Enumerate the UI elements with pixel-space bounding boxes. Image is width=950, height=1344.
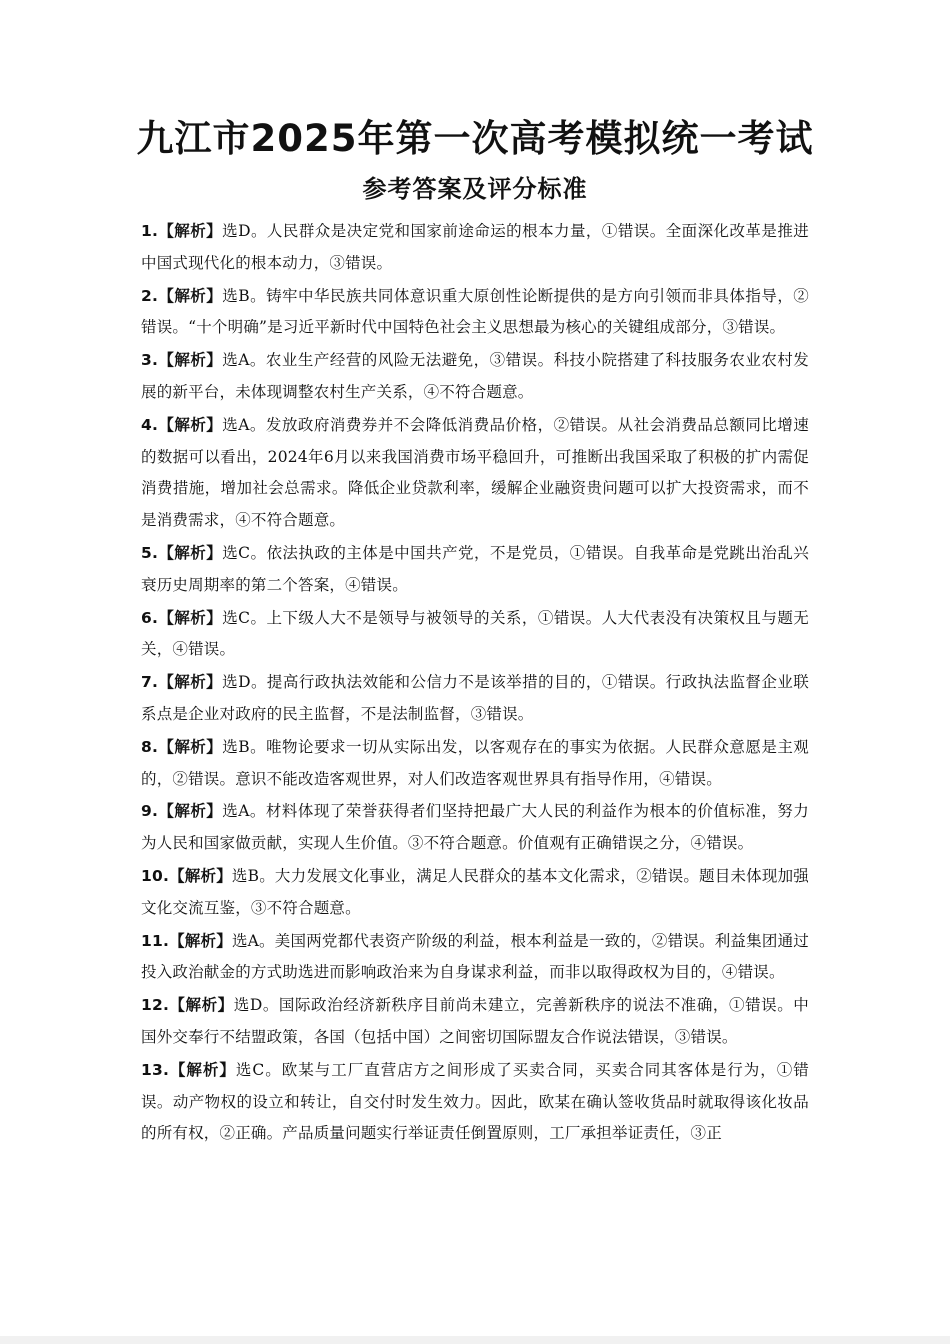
answer-number: 2. <box>141 286 159 305</box>
answer-text: 选D。提高行政执法效能和公信力不是该举措的目的，①错误。行政执法监督企业联系点是企业对政府的民主监督，不是法制监督，③错误。 <box>141 673 809 723</box>
answer-item-1 <box>141 215 809 280</box>
answer-label: 【解析】 <box>158 221 223 240</box>
answer-text: 选A。美国两党都代表资产阶级的利益，根本利益是一致的，②错误。利益集团通过投入政治献金的方式助选进而影响政治来为自身谋求利益，而非以取得政权为目的，④错误。 <box>141 931 809 982</box>
answer-label: 【解析】 <box>158 607 223 627</box>
answer-label: 【解析】 <box>169 1059 236 1079</box>
answer-number: 12. <box>141 996 170 1015</box>
answer-number: 3. <box>141 351 159 370</box>
answer-label: 【解析】 <box>158 736 223 756</box>
answer-number: 10. <box>141 866 170 885</box>
answer-label: 【解析】 <box>158 672 223 692</box>
answer-label: 【解析】 <box>158 414 223 434</box>
answer-label: 【解析】 <box>169 930 232 950</box>
answer-item-13 <box>141 1054 809 1150</box>
answer-text: 选B。铸牢中华民族共同体意识重大原创性论断提供的是方向引领而非具体指导，②错误。“十个明确”是习近平新时代中国特色社会主义思想最为核心的关键组成部分，③错误。 <box>141 286 809 337</box>
answer-label: 【解析】 <box>158 542 223 562</box>
answer-item-10 <box>141 860 809 925</box>
answer-text: 选B。唯物论要求一切从实际出发，以客观存在的事实为依据。人民群众意愿是主观的，②错误。意识不能改造客观世界，对人们改造客观世界具有指导作用，④错误。 <box>141 737 809 788</box>
answer-label: 【解析】 <box>158 285 223 305</box>
answer-label: 【解析】 <box>158 801 223 821</box>
answer-text: 选B。大力发展文化事业，满足人民群众的基本文化需求，②错误。题目未体现加强文化交流互鉴，③不符合题意。 <box>141 866 809 917</box>
answer-number: 1. <box>141 222 159 240</box>
answer-text: 选C。依法执政的主体是中国共产党，不是党员，①错误。自我革命是党跳出治乱兴衰历史周期率的第二个答案，④错误。 <box>141 543 809 594</box>
answer-text: 选C。欧某与工厂直营店方之间形成了买卖合同，买卖合同其客体是行为，①错误。动产物权的设立和转让，自交付时发生效力。因此，欧某在确认签收货品时就取得该化妆品的所有权，②正确。产品质量问题实行举证责任倒置原则，工厂承担举证责任，③正 <box>141 1060 809 1143</box>
page-bottom-edge <box>0 1336 950 1344</box>
answer-list <box>141 215 809 1150</box>
answer-number: 9. <box>141 802 159 821</box>
answer-item-2 <box>141 280 809 345</box>
page-title: 九江市2025年第一次高考模拟统一考试 <box>136 117 814 160</box>
answer-item-5 <box>141 537 809 602</box>
answer-item-6 <box>141 602 809 667</box>
answer-number: 7. <box>141 673 159 692</box>
answer-text: 选A。发放政府消费券并不会降低消费品价格，②错误。从社会消费品总额同比增速的数据可以看出，2024年6月以来我国消费市场平稳回升，可推断出我国采取了积极的扩内需促消费措施，增加社会总需求。降低企业贷款利率，缓解企业融资贵问题可以扩大投资需求，而不是消费需求，④不符合题意。 <box>141 415 809 530</box>
answer-item-7 <box>141 666 809 731</box>
page-subtitle: 参考答案及评分标准 <box>362 175 588 203</box>
answer-number: 11. <box>141 931 170 950</box>
answer-number: 5. <box>141 543 159 562</box>
answer-label: 【解析】 <box>169 995 234 1015</box>
answer-item-3 <box>141 344 809 409</box>
answer-text: 选A。材料体现了荣誉获得者们坚持把最广大人民的利益作为根本的价值标准，努力为人民和国家做贡献，实现人生价值。③不符合题意。价值观有正确错误之分，④错误。 <box>141 802 809 853</box>
answer-item-11 <box>141 925 809 990</box>
answer-text: 选D。国际政治经济新秩序目前尚未建立，完善新秩序的说法不准确，①错误。中国外交奉行不结盟政策，各国（包括中国）之间密切国际盟友合作说法错误，③错误。 <box>141 996 809 1046</box>
answer-number: 6. <box>141 608 159 627</box>
answer-text: 选A。农业生产经营的风险无法避免，③错误。科技小院搭建了科技服务农业农村发展的新平台，未体现调整农村生产关系，④不符合题意。 <box>141 351 809 401</box>
answer-label: 【解析】 <box>158 350 223 370</box>
answer-number: 8. <box>141 737 159 756</box>
answer-text: 选C。上下级人大不是领导与被领导的关系，①错误。人大代表没有决策权且与题无关，④错误。 <box>141 608 809 659</box>
answer-item-4 <box>141 409 809 537</box>
answer-label: 【解析】 <box>169 865 232 885</box>
answer-number: 4. <box>141 415 159 434</box>
answer-item-12 <box>141 989 809 1054</box>
answer-text: 选D。人民群众是决定党和国家前途命运的根本力量，①错误。全面深化改革是推进中国式现代化的根本动力，③错误。 <box>141 222 809 272</box>
answer-item-8 <box>141 731 809 796</box>
answer-number: 13. <box>141 1060 170 1079</box>
answer-item-9 <box>141 795 809 860</box>
